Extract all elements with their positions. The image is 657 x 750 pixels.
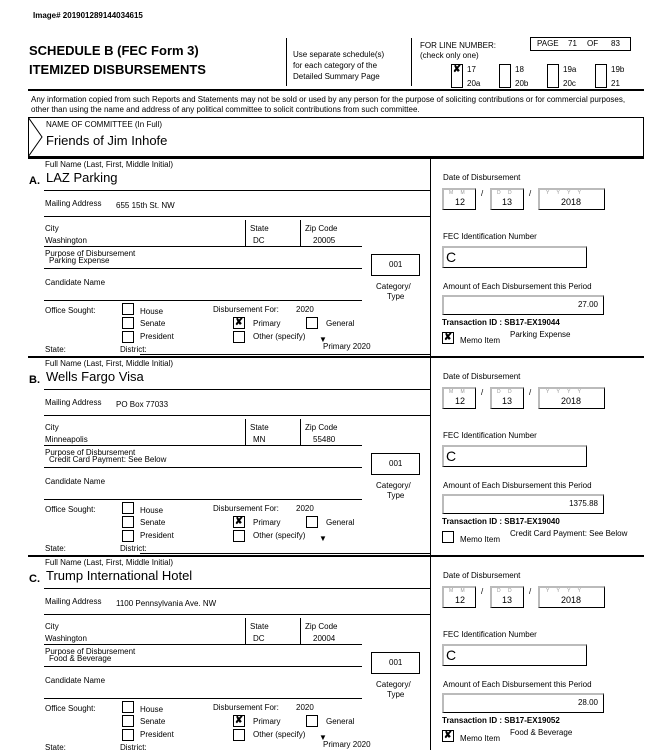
- day-value: 13: [502, 197, 513, 207]
- mailing-address: 655 15th St. NW: [116, 201, 175, 210]
- schedule-subtitle: ITEMIZED DISBURSEMENTS: [29, 62, 206, 77]
- line-20b-label: 20b: [515, 79, 529, 88]
- category-label: Category/: [376, 282, 411, 291]
- transaction-id: Transaction ID : SB17-EX19040: [442, 517, 560, 526]
- address-underline: [44, 614, 430, 615]
- purpose-value: Food & Beverage: [49, 654, 112, 663]
- payee-name: Wells Fargo Visa: [46, 369, 144, 384]
- transaction-id: Transaction ID : SB17-EX19044: [442, 318, 560, 327]
- city-underline: [44, 644, 362, 645]
- other-specify-value: Primary 2020: [323, 342, 371, 351]
- city-label: City: [45, 423, 59, 432]
- candidate-underline: [44, 499, 362, 500]
- state-value: DC: [253, 236, 265, 245]
- amount-label: Amount of Each Disbursement this Period: [443, 282, 592, 291]
- zip-label: Zip Code: [305, 224, 338, 233]
- senate-label: Senate: [140, 319, 166, 328]
- month-hint: M M: [449, 190, 468, 196]
- date-slash-1: /: [481, 388, 484, 397]
- city-value: Washington: [45, 634, 87, 643]
- fec-id-prefix: C: [446, 647, 457, 663]
- memo-checkbox[interactable]: ✘: [443, 730, 453, 741]
- year-value: 2018: [561, 197, 582, 207]
- fec-id-box[interactable]: [442, 644, 587, 666]
- year-value: 2018: [561, 595, 582, 605]
- president-label: President: [140, 730, 174, 739]
- other-specify-value: Primary 2020: [323, 740, 371, 749]
- memo-text: Credit Card Payment: See Below: [510, 529, 628, 538]
- president-label: President: [140, 531, 174, 540]
- column-divider: [430, 357, 431, 555]
- primary-checkbox[interactable]: ✘: [234, 715, 244, 726]
- line-20c-label: 20c: [563, 79, 576, 88]
- purpose-label: Purpose of Disbursement: [45, 647, 136, 656]
- general-checkbox[interactable]: [306, 317, 318, 329]
- mailing-address-label: Mailing Address: [45, 199, 102, 208]
- line-19b-label: 19b: [611, 65, 625, 74]
- line-19a-label: 19a: [563, 65, 577, 74]
- memo-text: Parking Expense: [510, 330, 571, 339]
- memo-label: Memo Item: [460, 336, 501, 345]
- city-label: City: [45, 622, 59, 631]
- memo-checkbox[interactable]: [442, 531, 454, 543]
- instruction-line-2: for each category of the: [293, 61, 378, 70]
- line-20c-checkbox[interactable]: [547, 76, 559, 88]
- date-label: Date of Disbursement: [443, 173, 521, 182]
- full-name-label: Full Name (Last, First, Middle Initial): [45, 359, 174, 368]
- disbursement-for-label: Disbursement For:: [213, 703, 279, 712]
- day-hint: D D: [497, 588, 515, 594]
- dropdown-arrow-icon: ▼: [319, 335, 327, 344]
- senate-checkbox[interactable]: [122, 516, 134, 528]
- year-hint: Y Y Y Y: [546, 588, 584, 594]
- disbursement-for-label: Disbursement For:: [213, 504, 279, 513]
- fec-id-label: FEC Identification Number: [443, 431, 537, 440]
- transaction-id: Transaction ID : SB17-EX19052: [442, 716, 560, 725]
- line-20b-checkbox[interactable]: [499, 76, 511, 88]
- committee-label: NAME OF COMMITTEE (In Full): [46, 120, 162, 129]
- entry-letter: A.: [29, 175, 40, 187]
- state-field-label: State:: [45, 743, 66, 750]
- purpose-underline: [44, 467, 362, 468]
- fec-id-box[interactable]: [442, 246, 587, 268]
- image-id: Image# 201901289144034615: [33, 11, 143, 20]
- month-value: 12: [455, 595, 466, 605]
- state-field-label: State:: [45, 544, 66, 553]
- primary-label: Primary: [253, 717, 281, 726]
- candidate-name-label: Candidate Name: [45, 676, 106, 685]
- house-checkbox[interactable]: [122, 502, 134, 514]
- line-20a-label: 20a: [467, 79, 481, 88]
- office-sought-label: Office Sought:: [45, 505, 96, 514]
- fec-id-box[interactable]: [442, 445, 587, 467]
- for-line-label: FOR LINE NUMBER:: [420, 41, 497, 50]
- line-18-checkbox[interactable]: [499, 64, 511, 76]
- disbursement-entry: [0, 555, 657, 750]
- president-checkbox[interactable]: [122, 729, 134, 741]
- month-hint: M M: [449, 588, 468, 594]
- purpose-value: Parking Expense: [49, 256, 110, 265]
- state-zip-divider: [300, 220, 301, 246]
- election-year: 2020: [296, 305, 314, 314]
- line-20a-checkbox[interactable]: [451, 76, 463, 88]
- entry-divider: [28, 356, 644, 358]
- date-slash-1: /: [481, 587, 484, 596]
- date-slash-2: /: [529, 189, 532, 198]
- purpose-label: Purpose of Disbursement: [45, 249, 136, 258]
- category-label: Category/: [376, 680, 411, 689]
- category-code: 001: [389, 260, 403, 269]
- type-label: Type: [387, 491, 405, 500]
- office-sought-label: Office Sought:: [45, 704, 96, 713]
- date-label: Date of Disbursement: [443, 571, 521, 580]
- city-underline: [44, 246, 362, 247]
- column-divider: [430, 158, 431, 356]
- year-hint: Y Y Y Y: [546, 389, 584, 395]
- schedule-title: SCHEDULE B (FEC Form 3): [29, 43, 199, 58]
- general-checkbox[interactable]: [306, 715, 318, 727]
- check-only-one: (check only one): [420, 51, 479, 60]
- city-underline: [44, 445, 362, 446]
- date-slash-2: /: [529, 388, 532, 397]
- memo-label: Memo Item: [460, 535, 501, 544]
- state-label: State: [250, 423, 269, 432]
- mailing-address: 1100 Pennsylvania Ave. NW: [116, 599, 217, 608]
- amount-value: 28.00: [577, 698, 598, 707]
- candidate-underline: [44, 300, 362, 301]
- address-underline: [44, 216, 430, 217]
- entry-letter: B.: [29, 374, 40, 386]
- line-19a-checkbox[interactable]: [547, 64, 559, 76]
- month-value: 12: [455, 197, 466, 207]
- zip-value: 55480: [313, 435, 336, 444]
- date-slash-2: /: [529, 587, 532, 596]
- candidate-name-label: Candidate Name: [45, 278, 106, 287]
- fec-id-prefix: C: [446, 249, 457, 265]
- day-hint: D D: [497, 389, 515, 395]
- entry-letter: C.: [29, 573, 40, 585]
- line-21-checkbox[interactable]: [595, 76, 607, 88]
- committee-arrow-icon: [28, 117, 44, 157]
- dropdown-arrow-icon: ▼: [319, 534, 327, 543]
- date-label: Date of Disbursement: [443, 372, 521, 381]
- state-field-label: State:: [45, 345, 66, 354]
- category-code: 001: [389, 658, 403, 667]
- fec-id-prefix: C: [446, 448, 457, 464]
- page-label: PAGE: [537, 39, 559, 48]
- general-label: General: [326, 319, 355, 328]
- senate-label: Senate: [140, 717, 166, 726]
- category-label: Category/: [376, 481, 411, 490]
- senate-label: Senate: [140, 518, 166, 527]
- line-17-checkbox[interactable]: ✘: [452, 64, 462, 75]
- district-label: District:: [120, 743, 147, 750]
- full-name-label: Full Name (Last, First, Middle Initial): [45, 160, 174, 169]
- category-code: 001: [389, 459, 403, 468]
- column-divider: [430, 556, 431, 750]
- header-divider: [28, 89, 644, 91]
- other-label: Other (specify): [253, 531, 306, 540]
- committee-name: Friends of Jim Inhofe: [46, 133, 168, 148]
- name-underline: [44, 190, 430, 191]
- candidate-underline: [44, 698, 362, 699]
- office-underline: [140, 553, 430, 554]
- general-label: General: [326, 717, 355, 726]
- payee-name: Trump International Hotel: [46, 568, 193, 583]
- state-value: DC: [253, 634, 265, 643]
- district-label: District:: [120, 345, 147, 354]
- fec-id-label: FEC Identification Number: [443, 232, 537, 241]
- line-19b-checkbox[interactable]: [595, 64, 607, 76]
- general-checkbox[interactable]: [306, 516, 318, 528]
- city-state-divider: [245, 618, 246, 644]
- instruction-line-3: Detailed Summary Page: [293, 72, 380, 81]
- amount-value: 1375.88: [569, 499, 598, 508]
- disbursement-entry: [0, 157, 657, 357]
- type-label: Type: [387, 690, 405, 699]
- month-value: 12: [455, 396, 466, 406]
- election-year: 2020: [296, 703, 314, 712]
- house-label: House: [140, 506, 164, 515]
- state-value: MN: [253, 435, 266, 444]
- memo-label: Memo Item: [460, 734, 501, 743]
- house-checkbox[interactable]: [122, 303, 134, 315]
- other-checkbox[interactable]: [233, 530, 245, 542]
- state-zip-divider: [300, 419, 301, 445]
- zip-value: 20004: [313, 634, 336, 643]
- primary-checkbox[interactable]: ✘: [234, 317, 244, 328]
- election-year: 2020: [296, 504, 314, 513]
- candidate-name-label: Candidate Name: [45, 477, 106, 486]
- office-sought-label: Office Sought:: [45, 306, 96, 315]
- payee-name: LAZ Parking: [46, 170, 118, 185]
- date-slash-1: /: [481, 189, 484, 198]
- line-18-label: 18: [515, 65, 524, 74]
- address-underline: [44, 415, 430, 416]
- president-checkbox[interactable]: [122, 331, 134, 343]
- amount-label: Amount of Each Disbursement this Period: [443, 680, 592, 689]
- zip-value: 20005: [313, 236, 336, 245]
- purpose-label: Purpose of Disbursement: [45, 448, 136, 457]
- name-underline: [44, 389, 430, 390]
- city-value: Minneapolis: [45, 435, 88, 444]
- fec-id-label: FEC Identification Number: [443, 630, 537, 639]
- type-label: Type: [387, 292, 405, 301]
- year-hint: Y Y Y Y: [546, 190, 584, 196]
- house-checkbox[interactable]: [122, 701, 134, 713]
- line-17-label: 17: [467, 65, 476, 74]
- president-checkbox[interactable]: [122, 530, 134, 542]
- district-label: District:: [120, 544, 147, 553]
- house-label: House: [140, 307, 164, 316]
- month-hint: M M: [449, 389, 468, 395]
- office-underline: [140, 354, 430, 355]
- other-checkbox[interactable]: [233, 331, 245, 343]
- other-checkbox[interactable]: [233, 729, 245, 741]
- purpose-underline: [44, 268, 362, 269]
- state-zip-divider: [300, 618, 301, 644]
- memo-checkbox[interactable]: ✘: [443, 332, 453, 343]
- full-name-label: Full Name (Last, First, Middle Initial): [45, 558, 174, 567]
- city-state-divider: [245, 419, 246, 445]
- city-state-divider: [245, 220, 246, 246]
- primary-checkbox[interactable]: ✘: [234, 516, 244, 527]
- instruction-line-1: Use separate schedule(s): [293, 50, 385, 59]
- primary-label: Primary: [253, 319, 281, 328]
- general-label: General: [326, 518, 355, 527]
- mailing-address: PO Box 77033: [116, 400, 169, 409]
- city-value: Washington: [45, 236, 87, 245]
- purpose-underline: [44, 666, 362, 667]
- name-underline: [44, 588, 430, 589]
- other-label: Other (specify): [253, 332, 306, 341]
- senate-checkbox[interactable]: [122, 715, 134, 727]
- purpose-value: Credit Card Payment: See Below: [49, 455, 167, 464]
- amount-label: Amount of Each Disbursement this Period: [443, 481, 592, 490]
- year-value: 2018: [561, 396, 582, 406]
- state-label: State: [250, 224, 269, 233]
- mailing-address-label: Mailing Address: [45, 597, 102, 606]
- amount-value: 27.00: [577, 300, 598, 309]
- state-label: State: [250, 622, 269, 631]
- city-label: City: [45, 224, 59, 233]
- senate-checkbox[interactable]: [122, 317, 134, 329]
- mailing-address-label: Mailing Address: [45, 398, 102, 407]
- page-number: 71: [568, 39, 577, 48]
- zip-label: Zip Code: [305, 423, 338, 432]
- day-value: 13: [502, 396, 513, 406]
- day-value: 13: [502, 595, 513, 605]
- line-21-label: 21: [611, 79, 620, 88]
- page-total: 83: [611, 39, 620, 48]
- other-label: Other (specify): [253, 730, 306, 739]
- page-of: OF: [587, 39, 599, 48]
- day-hint: D D: [497, 190, 515, 196]
- entry-divider: [28, 157, 644, 159]
- usage-notice: Any information copied from such Reports and Statements may not be sold or used by any person for the purpose of soliciting contributions or for commercial purposes, other than using the name and address of any political committee to solicit contributions from such committee.: [31, 95, 626, 114]
- memo-text: Food & Beverage: [510, 728, 573, 737]
- dropdown-arrow-icon: ▼: [319, 733, 327, 742]
- disbursement-entry: [0, 356, 657, 556]
- zip-label: Zip Code: [305, 622, 338, 631]
- primary-label: Primary: [253, 518, 281, 527]
- house-label: House: [140, 705, 164, 714]
- entry-divider: [28, 555, 644, 557]
- president-label: President: [140, 332, 174, 341]
- disbursement-for-label: Disbursement For:: [213, 305, 279, 314]
